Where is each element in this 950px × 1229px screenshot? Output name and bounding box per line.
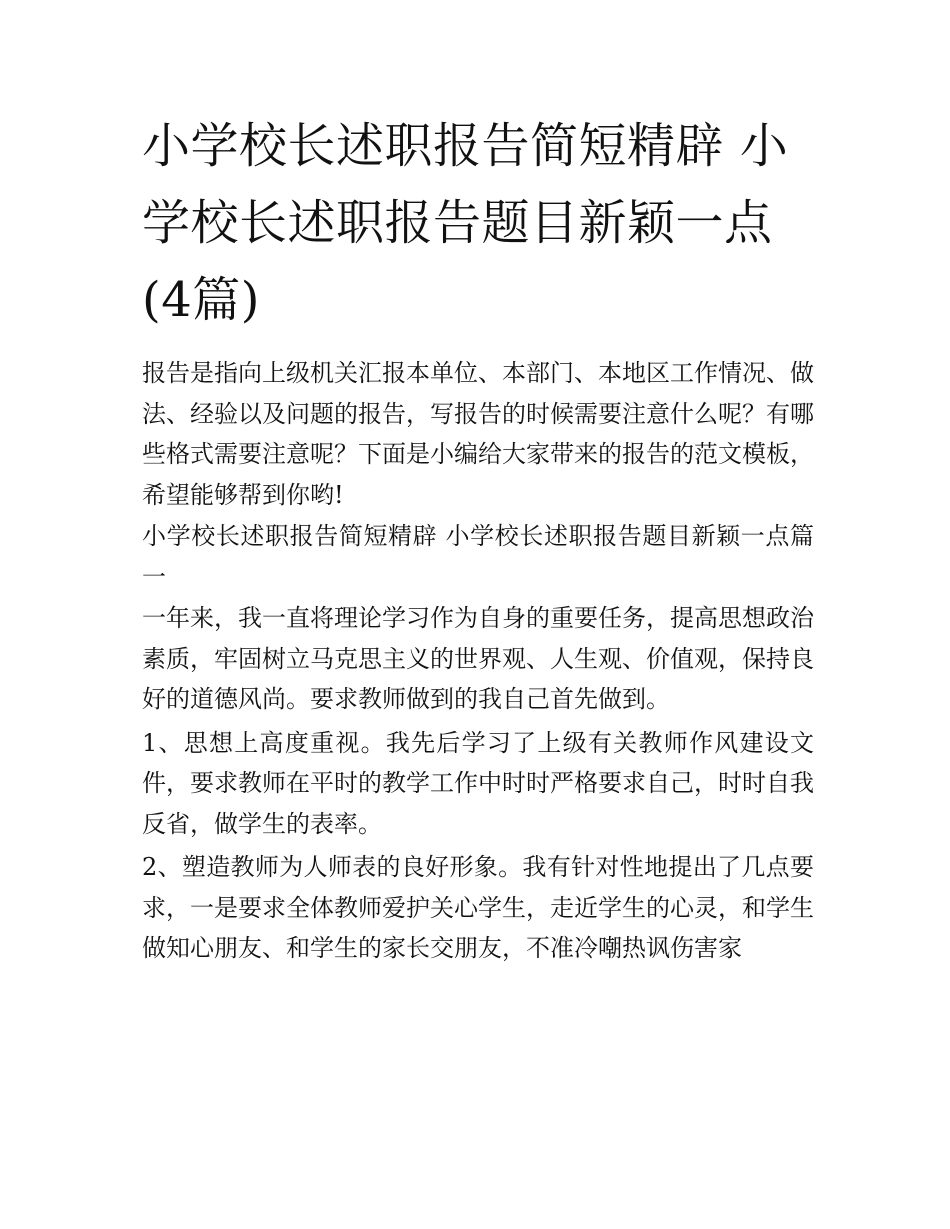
document-title: 小学校长述职报告简短精辟 小学校长述职报告题目新颖一点(4篇) <box>142 118 789 328</box>
body-paragraph: 一年来，我一直将理论学习作为自身的重要任务，提高思想政治素质，牢固树立马克思主义的世界观、人生观、价值观，保持良好的道德风尚。要求教师做到的我自己首先做到。 <box>142 604 814 713</box>
intro-paragraph: 报告是指向上级机关汇报本单位、本部门、本地区工作情况、做法、经验以及问题的报告，写报告的时候需要注意什么呢？有哪些格式需要注意呢？下面是小编给大家带来的报告的范文模板，希望能够帮到你哟! <box>142 359 814 509</box>
list-item-2: 2、塑造教师为人师表的良好形象。我有针对性地提出了几点要求，一是要求全体教师爱护关心学生，走近学生的心灵，和学生做知心朋友、和学生的家长交朋友，不准冷嘲热讽伤害家 <box>142 853 814 962</box>
list-item-1: 1、思想上高度重视。我先后学习了上级有关教师作风建设文件，要求教师在平时的教学工作中时时严格要求自己，时时自我反省，做学生的表率。 <box>142 728 814 838</box>
section-heading: 小学校长述职报告简短精辟 小学校长述职报告题目新颖一点篇一 <box>142 522 814 591</box>
document-body <box>142 108 814 969</box>
